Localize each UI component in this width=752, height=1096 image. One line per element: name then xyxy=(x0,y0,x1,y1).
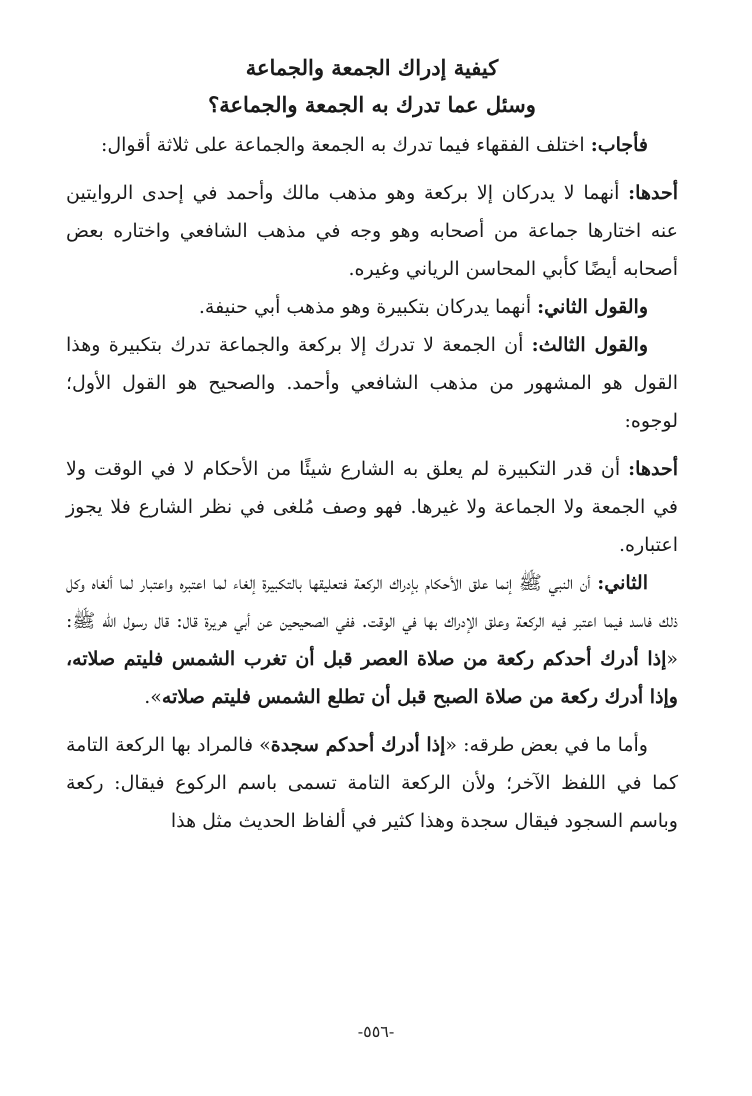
opinion-3-text: أن الجمعة لا تدرك إلا بركعة والجماعة تدرك بتكبيرة وهذا القول هو المشهور من مذهب الشافعي وأحمد. والصحيح هو القول الأول؛ لوجوه: xyxy=(66,334,678,432)
opinion-1-text: أنهما لا يدركان إلا بركعة وهو مذهب مالك وأحمد في إحدى الروايتين عنه اختارها جماعة من أصحابه وهو وجه في مذهب الشافعي واختاره بعض أصحابه أيضًا كأبي المحاسن الرياني وغيره. xyxy=(66,182,678,280)
opinion-3-paragraph xyxy=(66,326,678,440)
page-number: -٥٥٦- xyxy=(357,1022,395,1041)
opinion-3-lead: والقول الثالث: xyxy=(531,334,648,356)
reason-1-lead: أحدها: xyxy=(628,458,678,480)
reason-2-lead: الثاني: xyxy=(597,572,648,594)
answer-paragraph xyxy=(66,126,678,164)
reason-2-paragraph xyxy=(66,564,678,716)
closing-paragraph xyxy=(66,726,678,840)
opinion-2-text: أنهما يدركان بتكبيرة وهو مذهب أبي حنيفة. xyxy=(198,296,538,318)
closing-hadith: إذا أدرك أحدكم سجدة xyxy=(270,734,446,756)
opinion-1-lead: أحدها: xyxy=(628,182,678,204)
opinion-1-paragraph xyxy=(66,174,678,288)
chapter-title: كيفية إدراك الجمعة والجماعة xyxy=(245,55,499,80)
answer-lead: فأجاب: xyxy=(590,134,648,156)
closing-text-1: وأما ما في بعض طرقه: « xyxy=(445,734,648,756)
reason-2-text: أن النبي ﷺ إنما علق الأحكام بإدراك الركعة فتعليقها بالتكبيرة إلغاء لما اعتبره واعتبار لما ألغاه وكل ذلك فاسد فيما اعتبر فيه الركعة وعلق الإدراك بها في الوقت. ففي الصحيحين عن أبي هريرة قال: قال رسول الله ﷺ: « xyxy=(66,572,678,670)
reason-1-text: أن قدر التكبيرة لم يعلق به الشارع شيئًا من الأحكام لا في الوقت ولا في الجمعة ولا الجماعة ولا غيرها. فهو وصف مُلغى في نظر الشارع فلا يجوز اعتباره. xyxy=(66,458,678,556)
hadith-close: ». xyxy=(144,686,162,708)
answer-text: اختلف الفقهاء فيما تدرك به الجمعة والجماعة على ثلاثة أقوال: xyxy=(100,134,591,156)
question-heading: وسئل عما تدرك به الجمعة والجماعة؟ xyxy=(208,92,536,117)
opinion-2-lead: والقول الثاني: xyxy=(537,296,648,318)
opinion-2-paragraph xyxy=(66,288,678,326)
page-content xyxy=(66,50,678,840)
hadith-quote: إذا أدرك أحدكم ركعة من صلاة العصر قبل أن تغرب الشمس فليتم صلاته، وإذا أدرك ركعة من صلاة الصبح قبل أن تطلع الشمس فليتم صلاته xyxy=(66,648,678,708)
reason-1-paragraph xyxy=(66,450,678,564)
closing-text-2: » فالمراد بها الركعة التامة كما في اللفظ الآخر؛ ولأن الركعة التامة تسمى باسم الركوع فيقال: ركعة وباسم السجود فيقال سجدة وهذا كثير في ألفاظ الحديث مثل هذا xyxy=(66,734,678,832)
